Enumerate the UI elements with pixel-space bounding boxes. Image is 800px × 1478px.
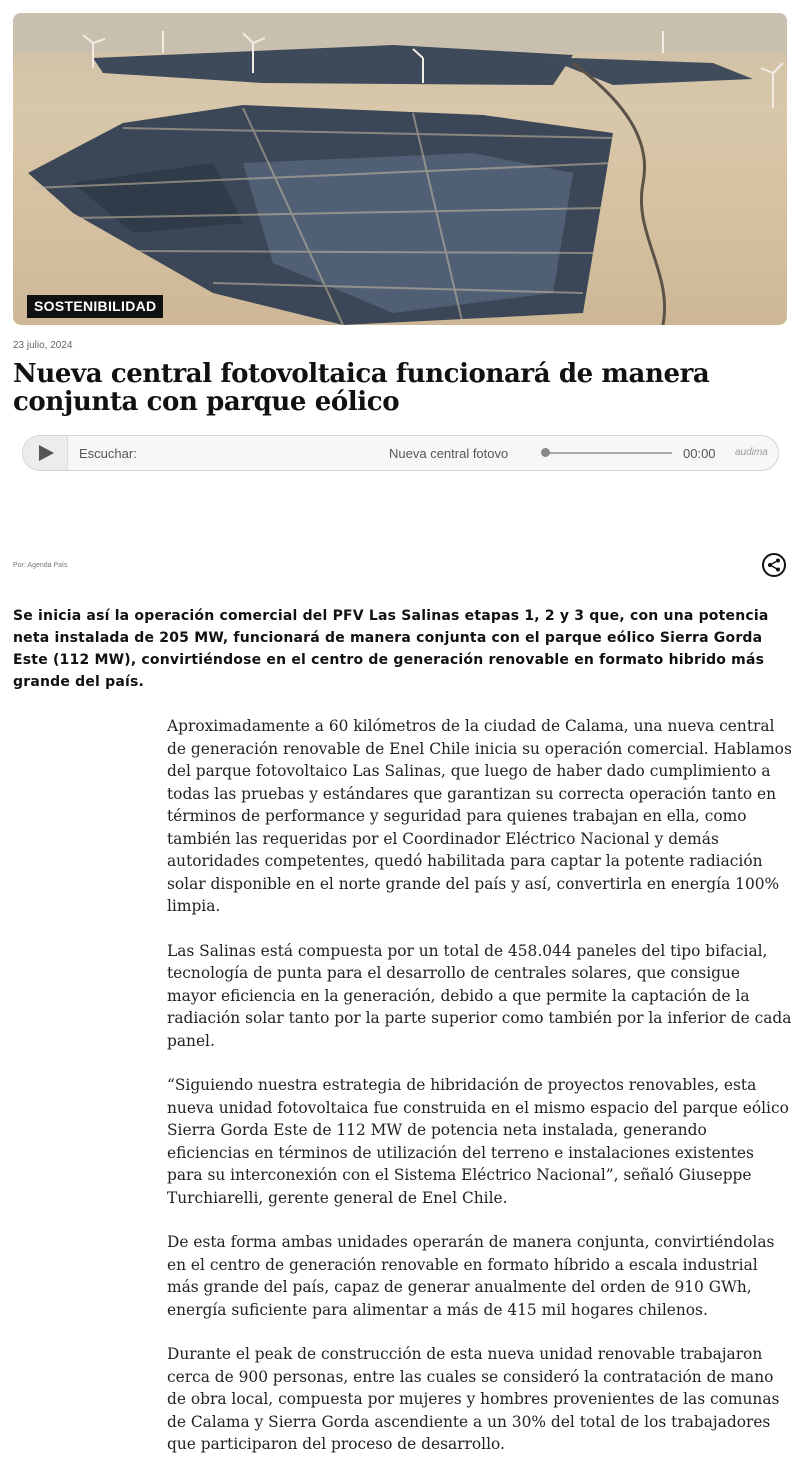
article-byline: Por: Agenda País bbox=[13, 562, 68, 569]
body-paragraph: Durante el peak de construcción de esta nueva unidad renovable trabajaron cerca de 900 personas, entre las cuales se consideró la contratación de mano de obra local, compuesta por mujeres y hombres provenientes de las comunas de Calama y Sierra Gorda ascendiente a un 30% del total de los trabajadores que participaron del proceso de desarrollo. bbox=[167, 1345, 780, 1453]
audima-logo[interactable]: audima bbox=[735, 447, 768, 458]
body-paragraph: Las Salinas está compuesta por un total de 458.044 paneles del tipo bifacial, tecnología de punta para el desarrollo de centrales solares, que consigue mayor eficiencia en la generación, debido a que permite la captación de la radiación solar tanto por la parte superior como también por la inferior de cada panel. bbox=[167, 941, 792, 1050]
solar-park-photo-icon bbox=[13, 13, 787, 325]
listen-label: Escuchar: bbox=[79, 446, 137, 461]
article-date: 23 julio, 2024 bbox=[13, 340, 73, 351]
article-body bbox=[167, 715, 792, 1478]
play-icon[interactable] bbox=[23, 436, 68, 470]
article-title: Nueva central fotovoltaica funcionará de manera conjunta con parque eólico bbox=[13, 359, 710, 417]
body-paragraph: “Siguiendo nuestra estrategia de hibridación de proyectos renovables, esta nueva unidad fotovoltaica fue construida en el mismo espacio del parque eólico Sierra Gorda Este de 112 MW de potencia neta instalada, generando eficiencias en términos de utilización del terreno e instalaciones existentes para su interconexión con el Sistema Eléctrico Nacional”, señaló Giuseppe Turchiarelli, gerente general de Enel Chile. bbox=[167, 1076, 789, 1207]
category-badge[interactable]: SOSTENIBILIDAD bbox=[27, 295, 163, 318]
progress-bar[interactable] bbox=[544, 452, 672, 454]
hero-image bbox=[13, 13, 787, 325]
body-paragraph: Aproximadamente a 60 kilómetros de la ciudad de Calama, una nueva central de generación renovable de Enel Chile inicia su operación comercial. Hablamos del parque fotovoltaico Las Salinas, que luego de haber dado cumplimiento a todas las pruebas y estándares que garantizan su correcta operación tanto en términos de performance y seguridad para quienes trabajan en ella, como también las requeridas por el Coordinador Eléctrico Nacional y demás autoridades competentes, quedó habilitada para captar la potente radiación solar disponible en el norte grande del país y así, convertirla en energía 100% limpia. bbox=[167, 717, 792, 915]
share-button[interactable] bbox=[762, 553, 786, 577]
progress-knob[interactable] bbox=[541, 448, 550, 457]
article-lead: Se inicia así la operación comercial del PFV Las Salinas etapas 1, 2 y 3 que, con una potencia neta instalada de 205 MW, funcionará de manera conjunta con el parque eólico Sierra Gorda Este (112 MW), convirtiéndose en el centro de generación renovable en formato hibrido más grande del país. bbox=[13, 608, 769, 690]
body-paragraph: De esta forma ambas unidades operarán de manera conjunta, convirtiéndolas en el centro de generación renovable en formato híbrido a escala industrial más grande del país, capaz de generar anualmente del orden de 910 GWh, energía suficiente para alimentar a más de 415 mil hogares chilenos. bbox=[167, 1233, 775, 1319]
share-icon bbox=[767, 558, 781, 572]
audio-player bbox=[22, 435, 779, 471]
track-title: Nueva central fotovo bbox=[389, 446, 509, 461]
playback-time: 00:00 bbox=[683, 446, 716, 461]
